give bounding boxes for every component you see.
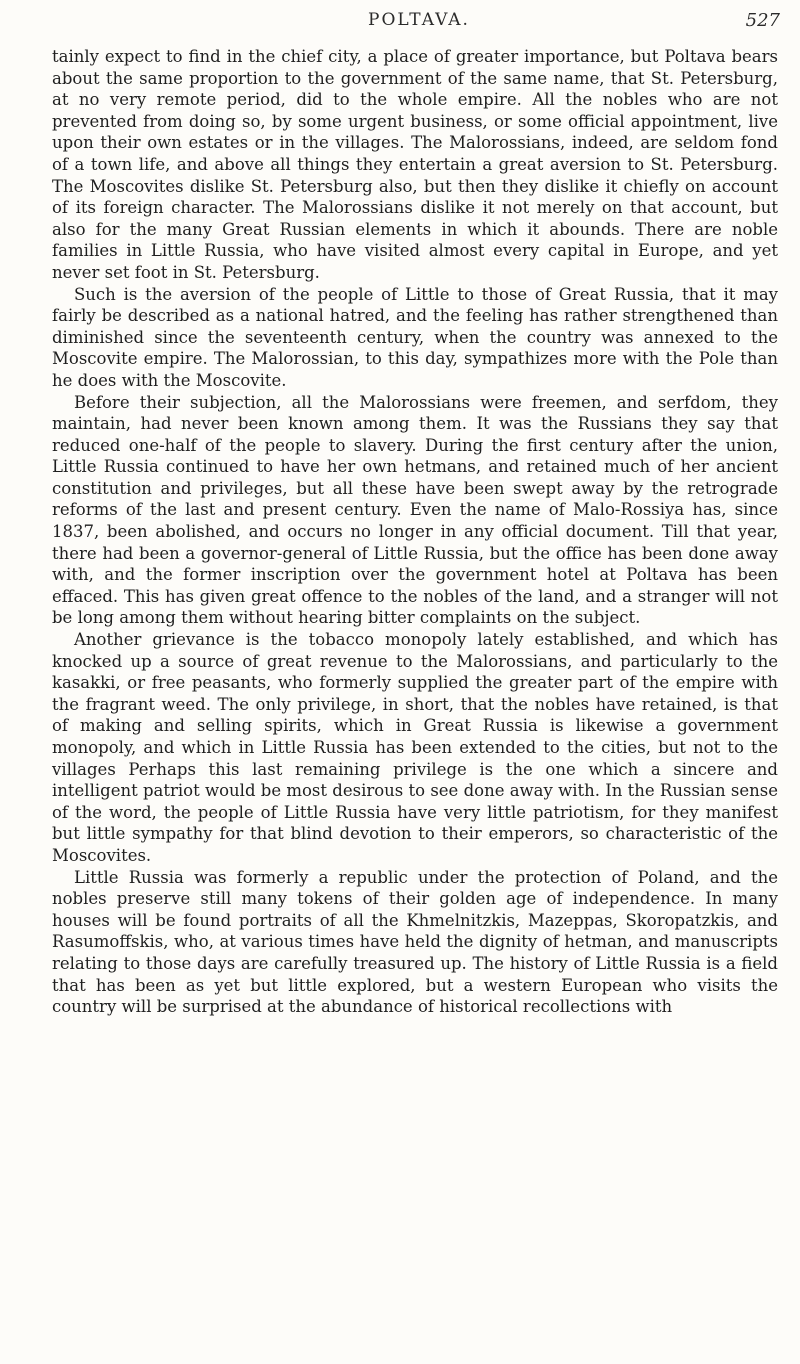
running-title: POLTAVA. — [368, 10, 470, 30]
paragraph-5: Little Russia was formerly a republic under the protection of Poland, and the nobles preserve still many tokens of their golden age of independence. In many houses will be found portraits of all the Khmelnitzkis, Mazeppas, Skoropatzkis, and Rasumoffskis, who, at various times have held the dignity of hetman, and manuscripts relating to those days are carefully treasured up. The history of Little Russia is a field that has been as yet but little explored, but a western European who visits the country will be surprised at the abundance of historical recollections with — [52, 867, 778, 1017]
body-text — [52, 46, 778, 1018]
paragraph-2: Such is the aversion of the people of Little to those of Great Russia, that it may fairly be described as a national hatred, and the feeling has rather strengthened than diminished since the seventeenth century, when the country was annexed to the Moscovite empire. The Malorossian, to this day, sympathizes more with the Pole than he does with the Moscovite. — [52, 284, 778, 390]
paragraph-1: tainly expect to find in the chief city, a place of greater importance, but Poltava bears about the same proportion to the government of the same name, that St. Petersburg, at no very remote period, did to the whole empire. All the nobles who are not prevented from doing so, by some urgent business, or some official appointment, live upon their own estates or in the villages. The Malorossians, indeed, are seldom fond of a town life, and above all things they entertain a great aversion to St. Petersburg. The Moscovites dislike St. Petersburg also, but then they dislike it chiefly on account of its foreign character. The Malorossians dislike it not merely on that account, but also for the many Great Russian elements in which it abounds. There are noble families in Little Russia, who have visited almost every capital in Europe, and yet never set foot in St. Petersburg. — [52, 47, 778, 282]
paragraph-4: Another grievance is the tobacco monopoly lately established, and which has knocked up a source of great revenue to the Malorossians, and particularly to the kasakki, or free peasants, who formerly supplied the greater part of the empire with the fragrant weed. The only privilege, in short, that the nobles have retained, is that of making and selling spirits, which in Great Russia is likewise a government monopoly, and which in Little Russia has been extended to the cities, but not to the villages Perhaps this last remaining privilege is the one which a sincere and intelligent patriot would be most desirous to see done away with. In the Russian sense of the word, the people of Little Russia have very little patriotism, for they manifest but little sympathy for that blind devotion to their emperors, so characteristic of the Moscovites. — [52, 630, 778, 865]
paragraph-3: Before their subjection, all the Malorossians were freemen, and serfdom, they maintain, had never been known among them. It was the Russians they say that reduced one-half of the people to slavery. During the first century after the union, Little Russia continued to have her own hetmans, and retained much of her ancient constitution and privileges, but all these have been swept away by the retrograde reforms of the last and present century. Even the name of Malo-Rossiya has, since 1837, been abolished, and occurs no longer in any official document. Till that year, there had been a governor-general of Little Russia, but the office has been done away with, and the former inscription over the government hotel at Poltava has been effaced. This has given great offence to the nobles of the land, and a stranger will not be long among them without hearing bitter complaints on the subject. — [52, 392, 778, 628]
running-head — [58, 10, 780, 40]
page-number: 527 — [745, 10, 780, 31]
